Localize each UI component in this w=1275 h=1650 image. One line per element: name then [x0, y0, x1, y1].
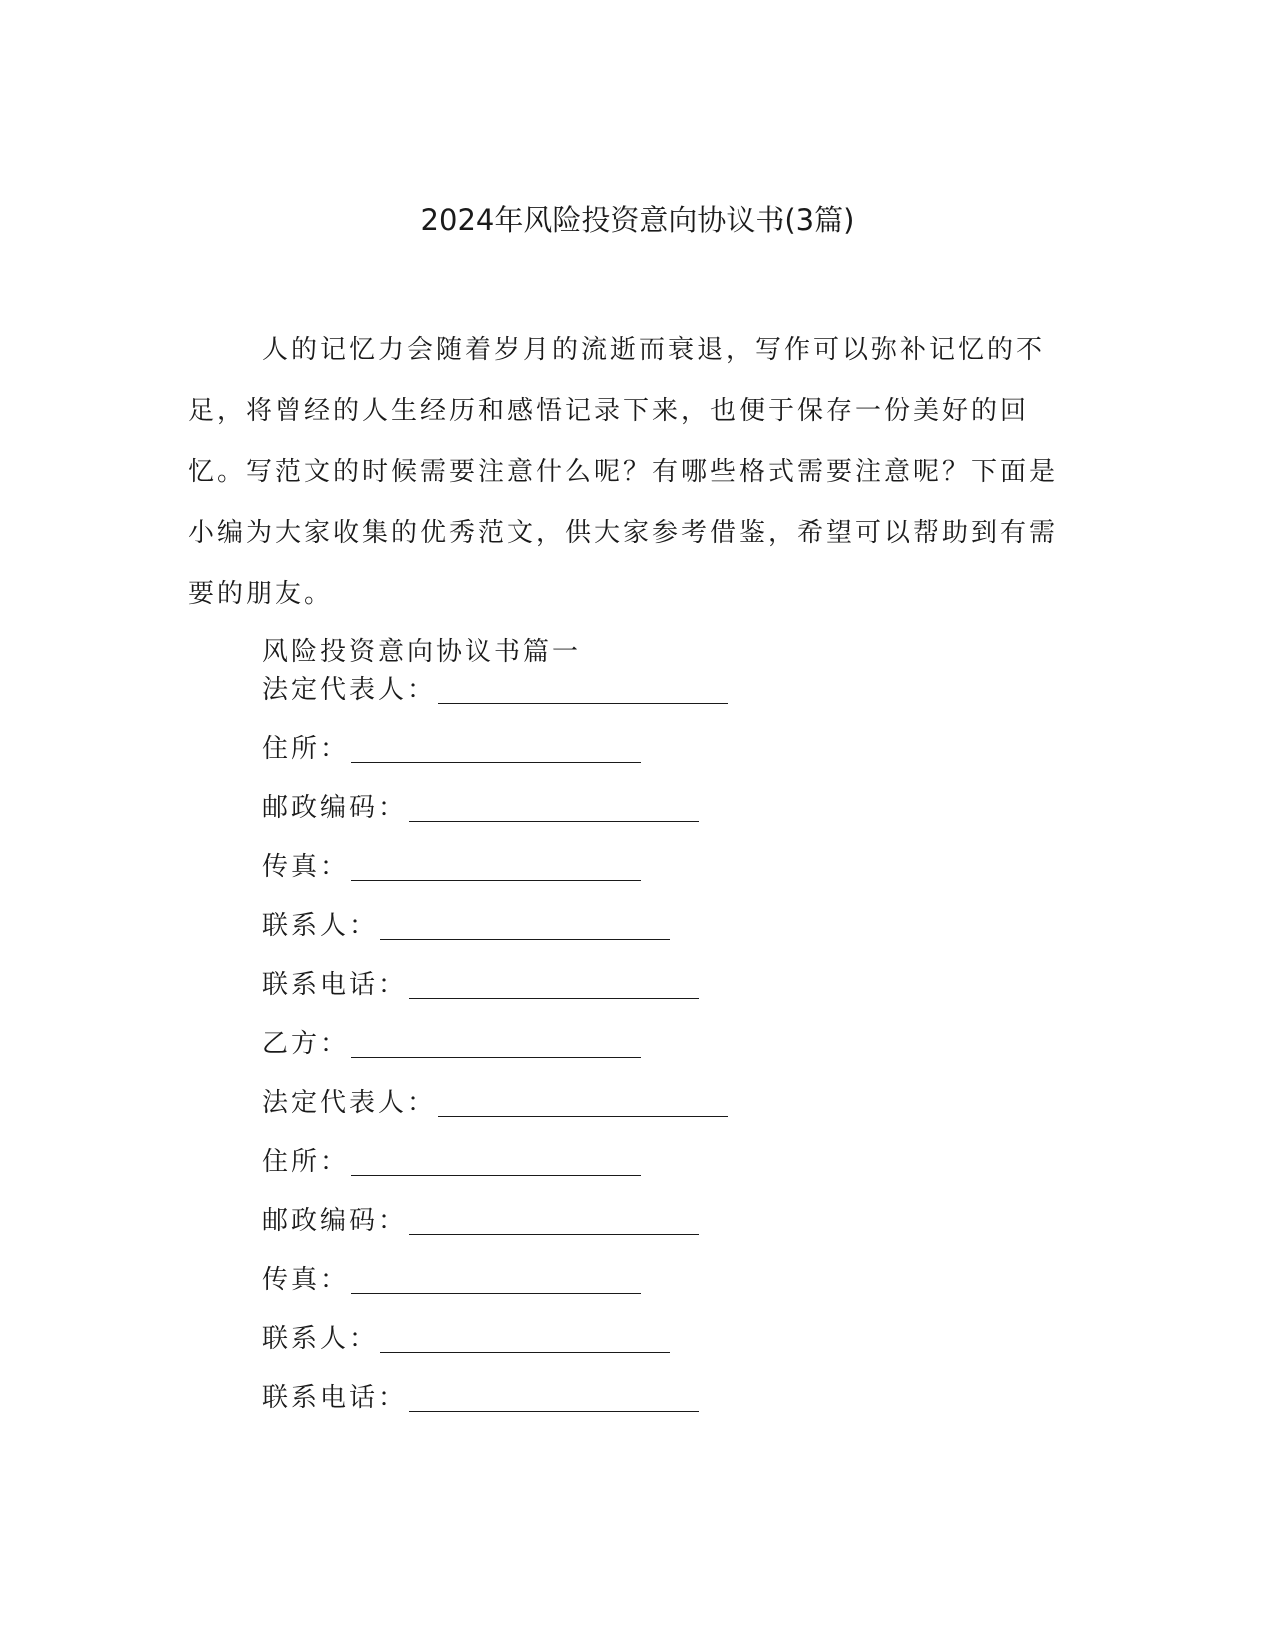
form-field [262, 670, 728, 710]
field-label: 传真： [262, 852, 350, 882]
field-label: 乙方： [262, 1029, 350, 1059]
document-title: 2024年风险投资意向协议书(3篇) [420, 203, 855, 237]
fill-in-blank [351, 1027, 641, 1058]
form-field [262, 965, 699, 1005]
field-label: 联系人： [262, 911, 379, 941]
fill-in-blank [409, 1381, 699, 1412]
fill-in-blank [380, 909, 670, 940]
field-label: 邮政编码： [262, 793, 408, 823]
form-field [262, 1083, 728, 1123]
intro-paragraph: 人的记忆力会随着岁月的流逝而衰退，写作可以弥补记忆的不足，将曾经的人生经历和感悟记录下来，也便于保存一份美好的回忆。写范文的时候需要注意什么呢？有哪些格式需要注意呢？下面是小编为大家收集的优秀范文，供大家参考借鉴，希望可以帮助到有需要的朋友。 [188, 335, 1059, 609]
fill-in-blank [409, 968, 699, 999]
field-label: 邮政编码： [262, 1206, 408, 1236]
field-label: 住所： [262, 1147, 350, 1177]
form-field [262, 1201, 699, 1241]
fill-in-blank [409, 1204, 699, 1235]
fill-in-blank [351, 1263, 641, 1294]
fill-in-blank [351, 850, 641, 881]
field-label: 法定代表人： [262, 675, 437, 705]
field-label: 联系电话： [262, 970, 408, 1000]
field-label: 法定代表人： [262, 1088, 437, 1118]
section-heading: 风险投资意向协议书篇一 [262, 637, 582, 667]
form-field [262, 1319, 670, 1359]
form-field [262, 1024, 641, 1064]
fill-in-blank [380, 1322, 670, 1353]
form-field [262, 906, 670, 946]
form-field [262, 1378, 699, 1418]
form-field [262, 847, 641, 887]
fill-in-blank [409, 791, 699, 822]
form-field [262, 1260, 641, 1300]
form-field [262, 1142, 641, 1182]
fill-in-blank [351, 732, 641, 763]
field-label: 联系人： [262, 1324, 379, 1354]
field-label: 住所： [262, 734, 350, 764]
fill-in-blank [438, 673, 728, 704]
form-field [262, 729, 641, 769]
fill-in-blank [351, 1145, 641, 1176]
field-label: 传真： [262, 1265, 350, 1295]
form-field [262, 788, 699, 828]
fill-in-blank [438, 1086, 728, 1117]
field-label: 联系电话： [262, 1383, 408, 1413]
